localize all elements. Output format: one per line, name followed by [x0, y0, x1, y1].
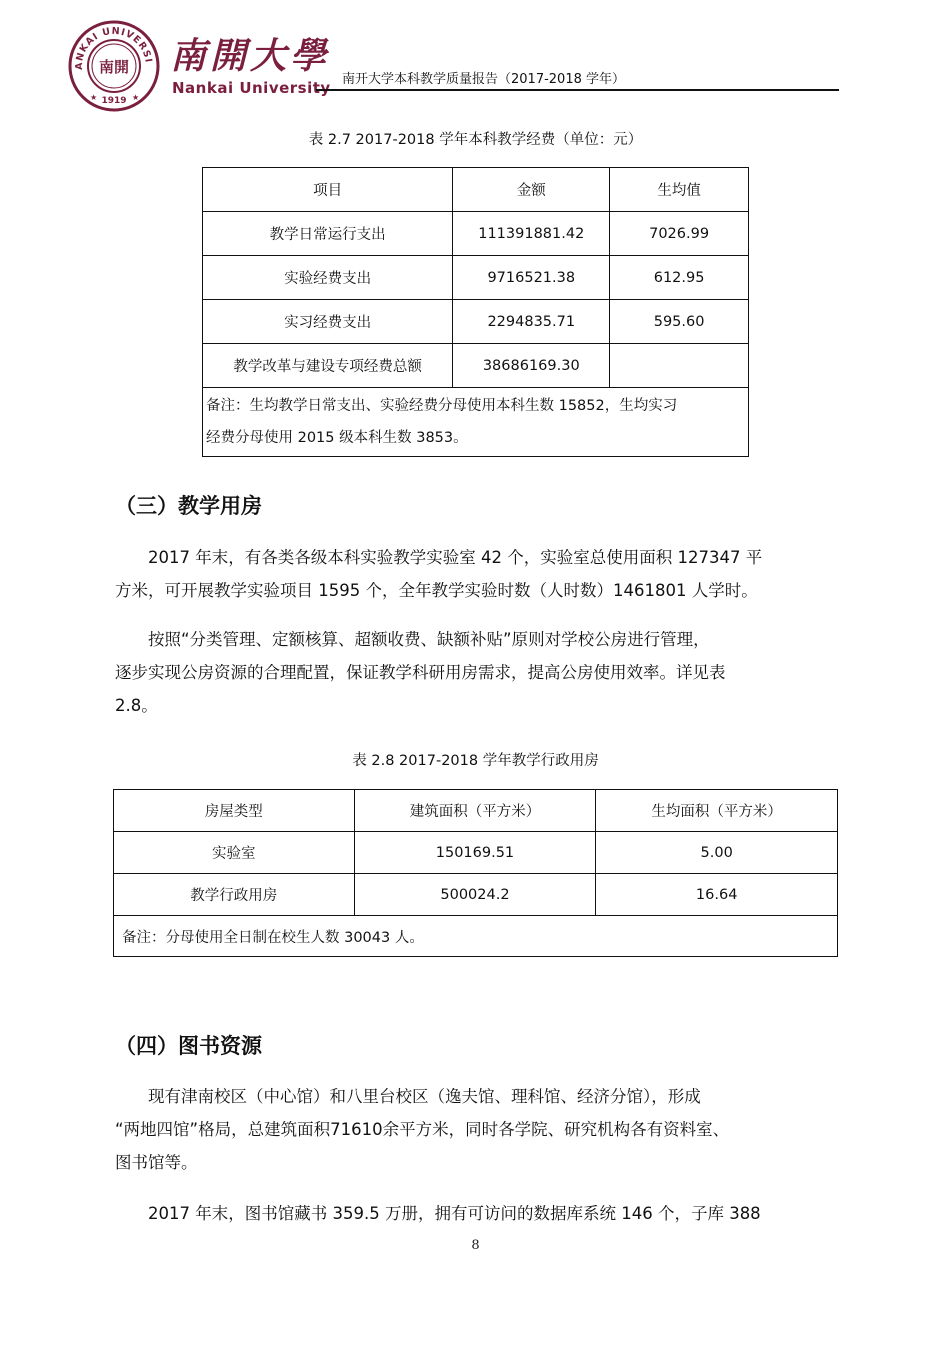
para-line: 2.8。 — [115, 696, 158, 715]
paragraph-library-campuses — [115, 1080, 839, 1179]
table-cell: 2294835.71 — [453, 300, 610, 344]
note-line: 经费分母使用 2015 级本科生数 3853。 — [206, 430, 468, 446]
seal-text-top: ANKAI UNIVERSI — [73, 25, 154, 70]
table-cell: 500024.2 — [354, 874, 596, 916]
para-line: “两地四馆”格局，总建筑面积71610余平方米，同时各学院、研究机构各有资料室、 — [115, 1120, 730, 1139]
table-header-row — [114, 790, 838, 832]
header-divider — [316, 89, 839, 91]
table-row — [203, 212, 749, 256]
table-2-8-caption: 表 2.8 2017-2018 学年教学行政用房 — [352, 753, 599, 769]
table-cell: 教学改革与建设专项经费总额 — [203, 344, 453, 388]
header-cell: 生均值 — [610, 168, 749, 212]
para-line: 按照“分类管理、定额核算、超额收费、缺额补贴”原则对学校公房进行管理， — [148, 630, 710, 649]
table-row — [203, 256, 749, 300]
table-cell: 111391881.42 — [453, 212, 610, 256]
table-cell: 教学行政用房 — [114, 874, 355, 916]
table-row — [203, 344, 749, 388]
section-heading-teaching-buildings: （三）教学用房 — [115, 494, 262, 518]
table-cell: 实验室 — [114, 832, 355, 874]
table-header-row — [203, 168, 749, 212]
section-heading-library-resources: （四）图书资源 — [115, 1034, 262, 1058]
table-2-8 — [113, 789, 838, 957]
para-line: 2017 年末，有各类各级本科实验教学实验室 42 个，实验室总使用面积 127347 平 — [148, 548, 763, 567]
header-cell: 生均面积（平方米） — [596, 790, 838, 832]
table-cell — [610, 344, 749, 388]
table-cell: 实习经费支出 — [203, 300, 453, 344]
table-cell: 5.00 — [596, 832, 838, 874]
paragraph-library-collection — [115, 1197, 839, 1230]
table-note: 备注：分母使用全日制在校生人数 30043 人。 — [114, 916, 838, 957]
table-cell: 612.95 — [610, 256, 749, 300]
header-cell: 房屋类型 — [114, 790, 355, 832]
table-cell: 7026.99 — [610, 212, 749, 256]
table-cell: 实验经费支出 — [203, 256, 453, 300]
nankai-seal-logo — [68, 20, 160, 112]
table-cell: 9716521.38 — [453, 256, 610, 300]
note-line: 备注：生均教学日常支出、实验经费分母使用本科生数 15852，生均实习 — [206, 398, 678, 414]
header-cell: 项目 — [203, 168, 453, 212]
table-2-7-caption: 表 2.7 2017-2018 学年本科教学经费（单位：元） — [308, 132, 643, 148]
paragraph-housing-management — [115, 623, 839, 722]
table-row — [203, 300, 749, 344]
logo-english-wordmark: Nankai University — [172, 79, 331, 97]
table-note-row — [114, 916, 838, 957]
para-line: 2017 年末，图书馆藏书 359.5 万册，拥有可访问的数据库系统 146 个，子库 388 — [148, 1204, 761, 1223]
svg-text:★: ★ — [90, 93, 98, 102]
table-cell: 38686169.30 — [453, 344, 610, 388]
report-header-title: 南开大学本科教学质量报告（2017-2018 学年） — [342, 72, 625, 87]
para-line: 逐步实现公房资源的合理配置，保证教学科研用房需求，提高公房使用效率。详见表 — [115, 663, 726, 682]
table-row — [114, 874, 838, 916]
para-line: 图书馆等。 — [115, 1153, 198, 1172]
svg-text:★: ★ — [132, 93, 140, 102]
table-cell: 150169.51 — [354, 832, 596, 874]
seal-center-text: 南開 — [98, 58, 130, 76]
table-cell: 16.64 — [596, 874, 838, 916]
header-cell: 金额 — [453, 168, 610, 212]
para-line: 方米，可开展教学实验项目 1595 个，全年教学实验时数（人时数）1461801 人学时。 — [115, 581, 758, 600]
logo-chinese-wordmark: 南開大學 — [170, 35, 331, 77]
table-2-7 — [202, 167, 749, 457]
paragraph-lab-stats — [115, 541, 839, 607]
table-note-row — [203, 388, 749, 457]
table-cell: 教学日常运行支出 — [203, 212, 453, 256]
table-cell: 595.60 — [610, 300, 749, 344]
table-note — [203, 388, 749, 457]
para-line: 现有津南校区（中心馆）和八里台校区（逸夫馆、理科馆、经济分馆），形成 — [148, 1087, 701, 1106]
header-cell: 建筑面积（平方米） — [354, 790, 596, 832]
page-number: 8 — [471, 1238, 480, 1253]
table-row — [114, 832, 838, 874]
seal-year: 1919 — [101, 96, 127, 106]
